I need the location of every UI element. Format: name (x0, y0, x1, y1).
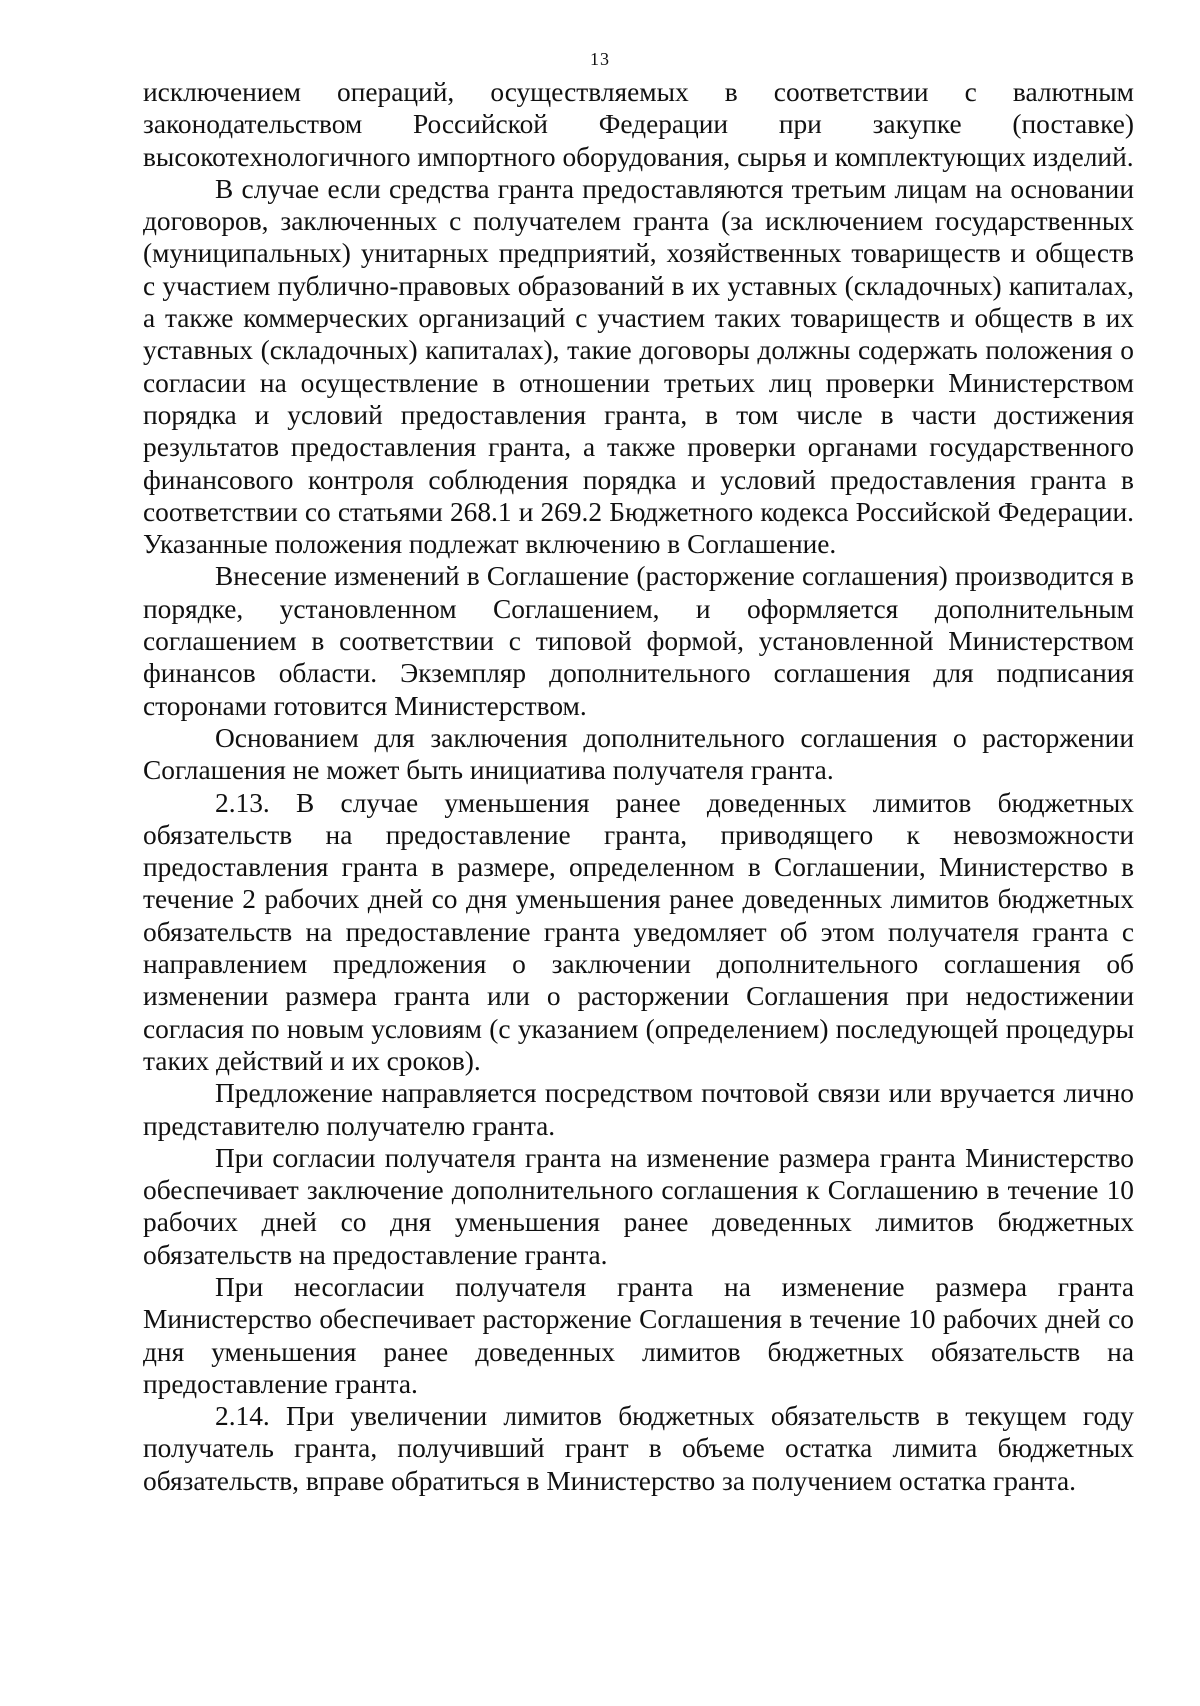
document-body (143, 76, 1134, 1497)
paragraph-third-parties-grant: В случае если средства гранта предоставляются третьим лицам на основании договоров, заключенных с получателем гранта (за исключением государственных (муниципальных) унитарных предприятий, хозяйственных товариществ и обществ с участием публично-правовых образований в их уставных (складочных) капиталах, а также коммерческих организаций с участием таких товариществ и обществ в их уставных (складочных) капиталах), такие договоры должны содержать положения о согласии на осуществление в отношении третьих лиц проверки Министерством порядка и условий предоставления гранта, в том числе в части достижения результатов предоставления гранта, а также проверки органами государственного финансового контроля соблюдения порядка и условий предоставления гранта в соответствии со статьями 268.1 и 269.2 Бюджетного кодекса Российской Федерации. Указанные положения подлежат включению в Соглашение. (143, 173, 1134, 560)
paragraph-section-2-13: 2.13. В случае уменьшения ранее доведенных лимитов бюджетных обязательств на предоставление гранта, приводящего к невозможности предоставления гранта в размере, определенном в Соглашении, Министерство в течение 2 рабочих дней со дня уменьшения ранее доведенных лимитов бюджетных обязательств на предоставление гранта уведомляет об этом получателя гранта с направлением предложения о заключении дополнительного соглашения об изменении размера гранта или о расторжении Соглашения при недостижении согласия по новым условиям (с указанием (определением) последующей процедуры таких действий и их сроков). (143, 787, 1134, 1076)
paragraph-consent: При согласии получателя гранта на изменение размера гранта Министерство обеспечивает заключение дополнительного соглашения к Соглашению в течение 10 рабочих дней со дня уменьшения ранее доведенных лимитов бюджетных обязательств на предоставление гранта. (143, 1142, 1134, 1270)
paragraph-agreement-amendment: Внесение изменений в Соглашение (расторжение соглашения) производится в порядке, установленном Соглашением, и оформляется дополнительным соглашением в соответствии с типовой формой, установленной Министерством финансов области. Экземпляр дополнительного соглашения для подписания сторонами готовится Министерством. (143, 561, 1134, 721)
paragraph-termination-basis: Основанием для заключения дополнительного соглашения о расторжении Соглашения не может быть инициатива получателя гранта. (143, 722, 1134, 786)
paragraph-section-2-14: 2.14. При увеличении лимитов бюджетных обязательств в текущем году получатель гранта, получивший грант в объеме остатка лимита бюджетных обязательств, вправе обратиться в Министерство за получением остатка гранта. (143, 1401, 1134, 1496)
page-number: 13 (590, 49, 610, 69)
paragraph-non-consent: При несогласии получателя гранта на изменение размера гранта Министерство обеспечивает расторжение Соглашения в течение 10 рабочих дней со дня уменьшения ранее доведенных лимитов бюджетных обязательств на предоставление гранта. (143, 1271, 1134, 1399)
paragraph-continuation: исключением операций, осуществляемых в соответствии с валютным законодательством Российской Федерации при закупке (поставке) высокотехнологичного импортного оборудования, сырья и комплектующих изделий. (143, 77, 1134, 172)
paragraph-proposal-delivery: Предложение направляется посредством почтовой связи или вручается лично представителю получателю гранта. (143, 1078, 1134, 1141)
